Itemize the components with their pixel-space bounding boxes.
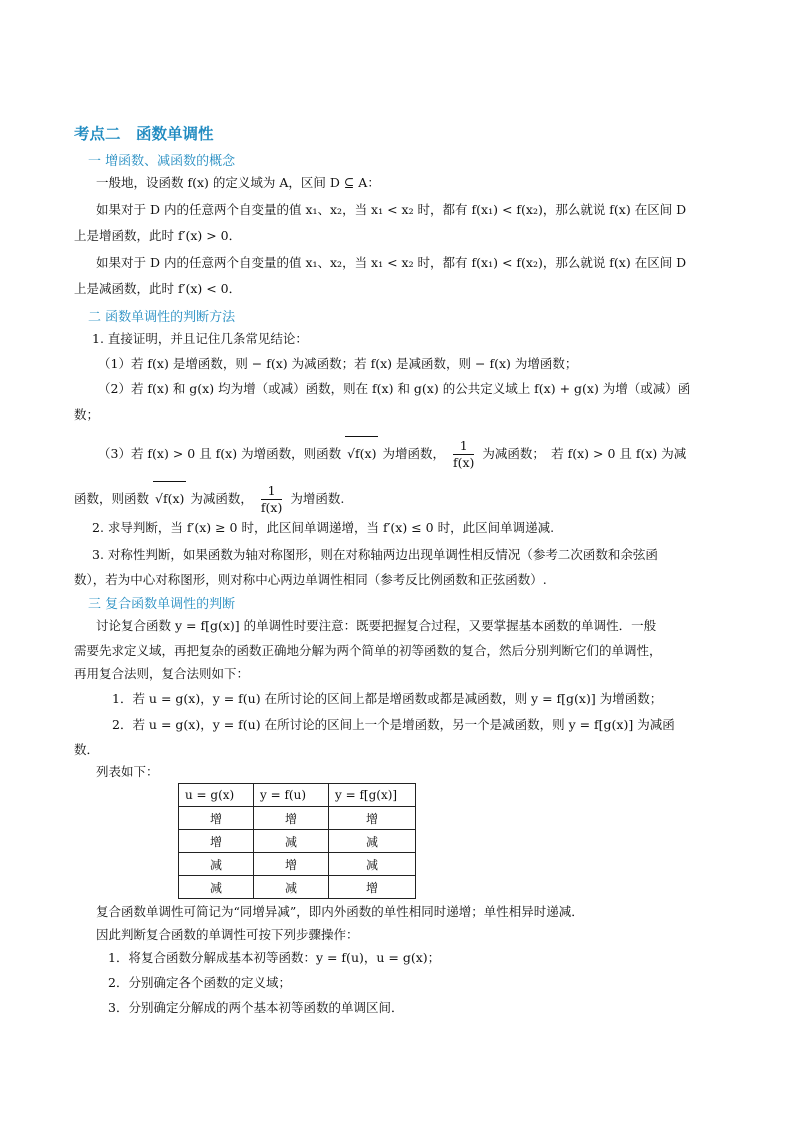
table-cell: 减 <box>179 876 254 899</box>
table-row <box>179 876 416 899</box>
paragraph-line: 数； <box>74 407 100 422</box>
table-cell: 增 <box>329 807 416 830</box>
paragraph-line-formula <box>74 481 344 516</box>
paragraph-line: 数． <box>74 742 100 757</box>
paragraph-line: 2. 求导判断，当 f′(x) ≥ 0 时，此区间单调递增，当 f′(x) ≤ 0 时，此区间单调递减. <box>92 520 555 535</box>
paragraph-line: 3. 对称性判断，如果函数为轴对称图形，则在对称轴两边出现单调性相反情况（参考二次函数和余弦函 <box>92 547 658 562</box>
table-cell: 减 <box>329 830 416 853</box>
fraction-numerator: 1 <box>261 483 282 500</box>
paragraph-line: 如果对于 D 内的任意两个自变量的值 x₁、x₂，当 x₁ < x₂ 时，都有 f(x₁) < f(x₂)，那么就说 f(x) 在区间 D <box>96 202 687 217</box>
table-cell: 减 <box>254 876 329 899</box>
text-run: 为增函数. <box>290 491 345 506</box>
sqrt-content: f(x) <box>355 446 377 461</box>
paragraph-line-formula <box>98 436 686 471</box>
paragraph-line: 1．若 u = g(x)，y = f(u) 在所讨论的区间上都是增函数或都是减函数，则 y = f[g(x)] 为增函数； <box>112 691 663 706</box>
table-cell: 增 <box>179 807 254 830</box>
fraction <box>261 483 282 516</box>
paragraph-line: 2．若 u = g(x)，y = f(u) 在所讨论的区间上一个是增函数，另一个是减函数，则 y = f[g(x)] 为减函 <box>112 717 675 732</box>
table-header-cell: y = f(u) <box>254 784 329 807</box>
table-row <box>179 830 416 853</box>
text-run: 为减函数； 若 f(x) > 0 且 f(x) 为减 <box>482 446 687 461</box>
page-title: 考点二 函数单调性 <box>74 125 214 143</box>
fraction <box>453 438 474 471</box>
table-cell: 减 <box>329 853 416 876</box>
table-header-cell: u = g(x) <box>179 784 254 807</box>
table-cell: 增 <box>329 876 416 899</box>
paragraph-line: 3．分别确定分解成的两个基本初等函数的单调区间． <box>108 1000 404 1015</box>
paragraph-line: 如果对于 D 内的任意两个自变量的值 x₁、x₂，当 x₁ < x₂ 时，都有 f(x₁) < f(x₂)，那么就说 f(x) 在区间 D <box>96 255 687 270</box>
table-cell: 减 <box>179 853 254 876</box>
paragraph-line: 1. 直接证明，并且记住几条常见结论： <box>92 331 308 346</box>
section-heading-2: 二 函数单调性的判断方法 <box>88 310 236 325</box>
section-heading-3: 三 复合函数单调性的判断 <box>88 597 236 612</box>
text-run: 为增函数， <box>382 446 445 461</box>
sqrt-expression: √f(x) <box>153 481 186 516</box>
paragraph-line: （2）若 f(x) 和 g(x) 均为增（或减）函数，则在 f(x) 和 g(x) 的公共定义域上 f(x) + g(x) 为增（或减）函 <box>98 381 691 396</box>
paragraph-line: 一般地，设函数 f(x) 的定义域为 A，区间 D ⊆ A： <box>96 175 380 190</box>
sqrt-expression: √f(x) <box>345 436 378 471</box>
paragraph-line: 2．分别确定各个函数的定义域； <box>108 975 291 990</box>
paragraph-line: 讨论复合函数 y = f[g(x)] 的单调性时要注意：既要把握复合过程，又要掌握基本函数的单调性．一般 <box>96 618 657 633</box>
fraction-numerator: 1 <box>453 438 474 455</box>
text-run: 为减函数， <box>190 491 253 506</box>
paragraph-line: 1．将复合函数分解成基本初等函数：y = f(u)，u = g(x)； <box>108 950 441 965</box>
table-row <box>179 807 416 830</box>
fraction-denominator: f(x) <box>260 500 283 515</box>
paragraph-line: 复合函数单调性可简记为“同增异减”，即内外函数的单性相同时递增；单性相异时递减． <box>96 904 584 919</box>
table-cell: 增 <box>254 853 329 876</box>
section-heading-1: 一 增函数、减函数的概念 <box>88 154 236 169</box>
paragraph-line: 再用复合法则，复合法则如下： <box>74 666 250 681</box>
paragraph-line: 列表如下： <box>96 764 159 779</box>
table-cell: 增 <box>254 807 329 830</box>
sqrt-content: f(x) <box>162 491 185 506</box>
table-header-cell: y = f[g(x)] <box>329 784 416 807</box>
text-run: （3）若 f(x) > 0 且 f(x) 为增函数，则函数 <box>98 446 342 461</box>
table-cell: 增 <box>179 830 254 853</box>
paragraph-line: 上是减函数，此时 f′(x) < 0． <box>74 281 242 296</box>
paragraph-line: （1）若 f(x) 是增函数，则 − f(x) 为减函数；若 f(x) 是减函数，则 − f(x) 为增函数； <box>98 356 578 371</box>
table-header-row <box>179 784 416 807</box>
paragraph-line: 上是增函数，此时 f′(x) > 0． <box>74 228 242 243</box>
composite-monotonicity-table <box>178 783 416 899</box>
paragraph-line: 因此判断复合函数的单调性可按下列步骤操作： <box>96 927 359 942</box>
table-cell: 减 <box>254 830 329 853</box>
paragraph-line: 数），若为中心对称图形，则对称中心两边单调性相同（参考反比例函数和正弦函数）. <box>74 572 547 587</box>
paragraph-line: 需要先求定义域，再把复杂的函数正确地分解为两个简单的初等函数的复合，然后分别判断它们的单调性， <box>74 643 662 658</box>
table-row <box>179 853 416 876</box>
fraction-denominator: f(x) <box>452 455 475 470</box>
text-run: 函数，则函数 <box>74 491 150 506</box>
